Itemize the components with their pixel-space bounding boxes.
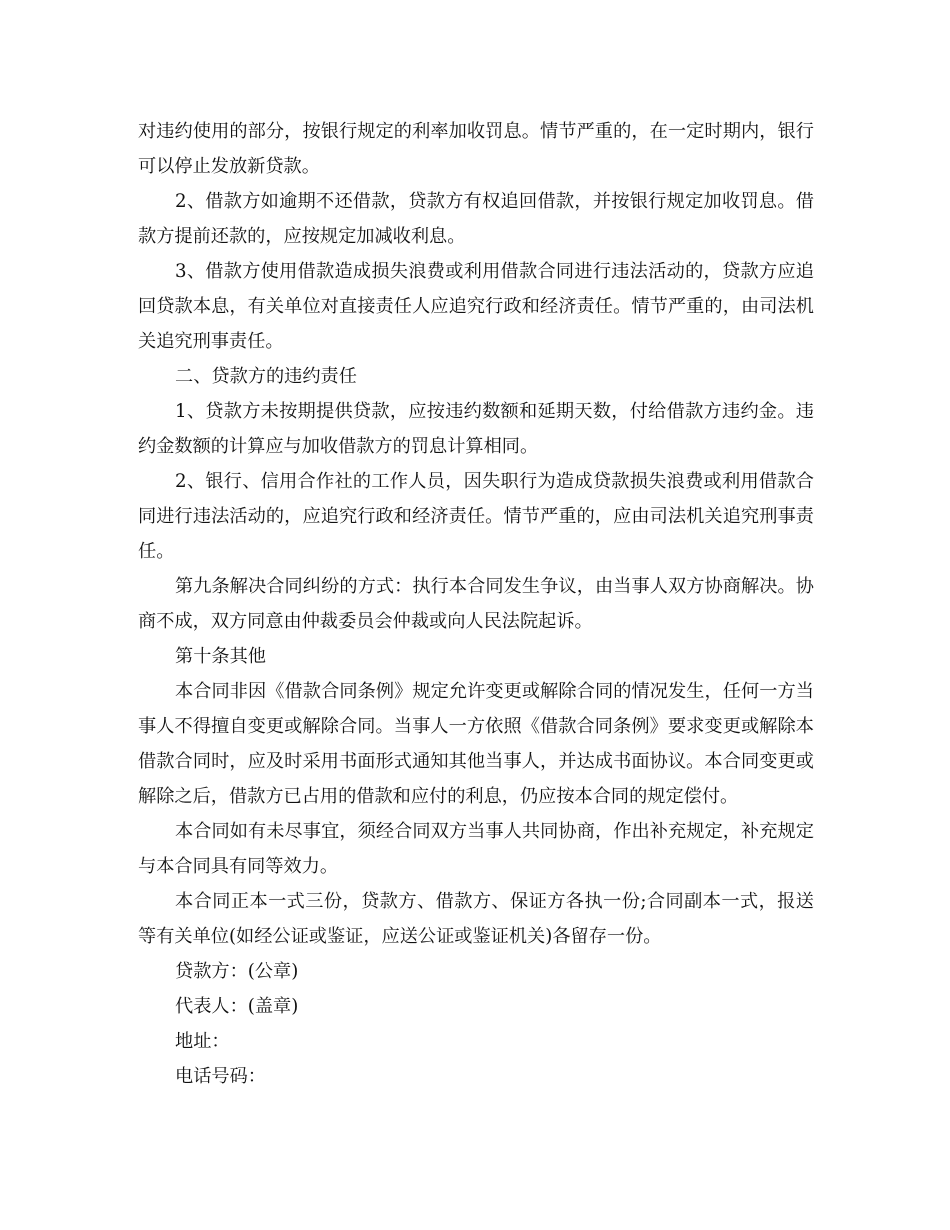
signature-representative: 代表人：(盖章) <box>175 996 299 1017</box>
paragraph-loss-liability: 3、借款方使用借款造成损失浪费或利用借款合同进行违法活动的，贷款方应追回贷款本息，有关单位对直接责任人应追究行政和经济责任。情节严重的，由司法机关追究刑事责任。 <box>138 261 814 352</box>
signature-address: 地址： <box>175 1031 230 1052</box>
section-heading-lender-liability: 二、贷款方的违约责任 <box>175 366 357 387</box>
document-body <box>138 114 814 1094</box>
paragraph-supplementary-terms: 本合同如有未尽事宜，须经合同双方当事人共同协商，作出补充规定，补充规定与本合同具有同等效力。 <box>138 821 814 877</box>
paragraph-overdue-repayment: 2、借款方如逾期不还借款，贷款方有权追回借款，并按银行规定加收罚息。借款方提前还款的，应按规定加减收利息。 <box>138 191 814 247</box>
signature-lender-seal: 贷款方：(公章) <box>175 961 299 982</box>
paragraph-article-9-disputes: 第九条解决合同纠纷的方式：执行本合同发生争议，由当事人双方协商解决。协商不成，双方同意由仲裁委员会仲裁或向人民法院起诉。 <box>138 576 814 632</box>
paragraph-copies: 本合同正本一式三份，贷款方、借款方、保证方各执一份;合同副本一式，报送等有关单位(如经公证或鉴证，应送公证或鉴证机关)各留存一份。 <box>138 891 814 947</box>
paragraph-penalty-misuse: 对违约使用的部分，按银行规定的利率加收罚息。情节严重的，在一定时期内，银行可以停止发放新贷款。 <box>138 121 814 177</box>
paragraph-contract-changes: 本合同非因《借款合同条例》规定允许变更或解除合同的情况发生，任何一方当事人不得擅自变更或解除合同。当事人一方依照《借款合同条例》要求变更或解除本借款合同时，应及时采用书面形式通知其他当事人，并达成书面协议。本合同变更或解除之后，借款方已占用的借款和应付的利息，仍应按本合同的规定偿付。 <box>138 681 814 807</box>
signature-phone: 电话号码： <box>175 1066 266 1087</box>
paragraph-lender-late-provision: 1、贷款方未按期提供贷款，应按违约数额和延期天数，付给借款方违约金。违约金数额的计算应与加收借款方的罚息计算相同。 <box>138 401 814 457</box>
paragraph-staff-misconduct: 2、银行、信用合作社的工作人员，因失职行为造成贷款损失浪费或利用借款合同进行违法活动的，应追究行政和经济责任。情节严重的，应由司法机关追究刑事责任。 <box>138 471 814 562</box>
section-heading-article-10: 第十条其他 <box>175 646 266 667</box>
